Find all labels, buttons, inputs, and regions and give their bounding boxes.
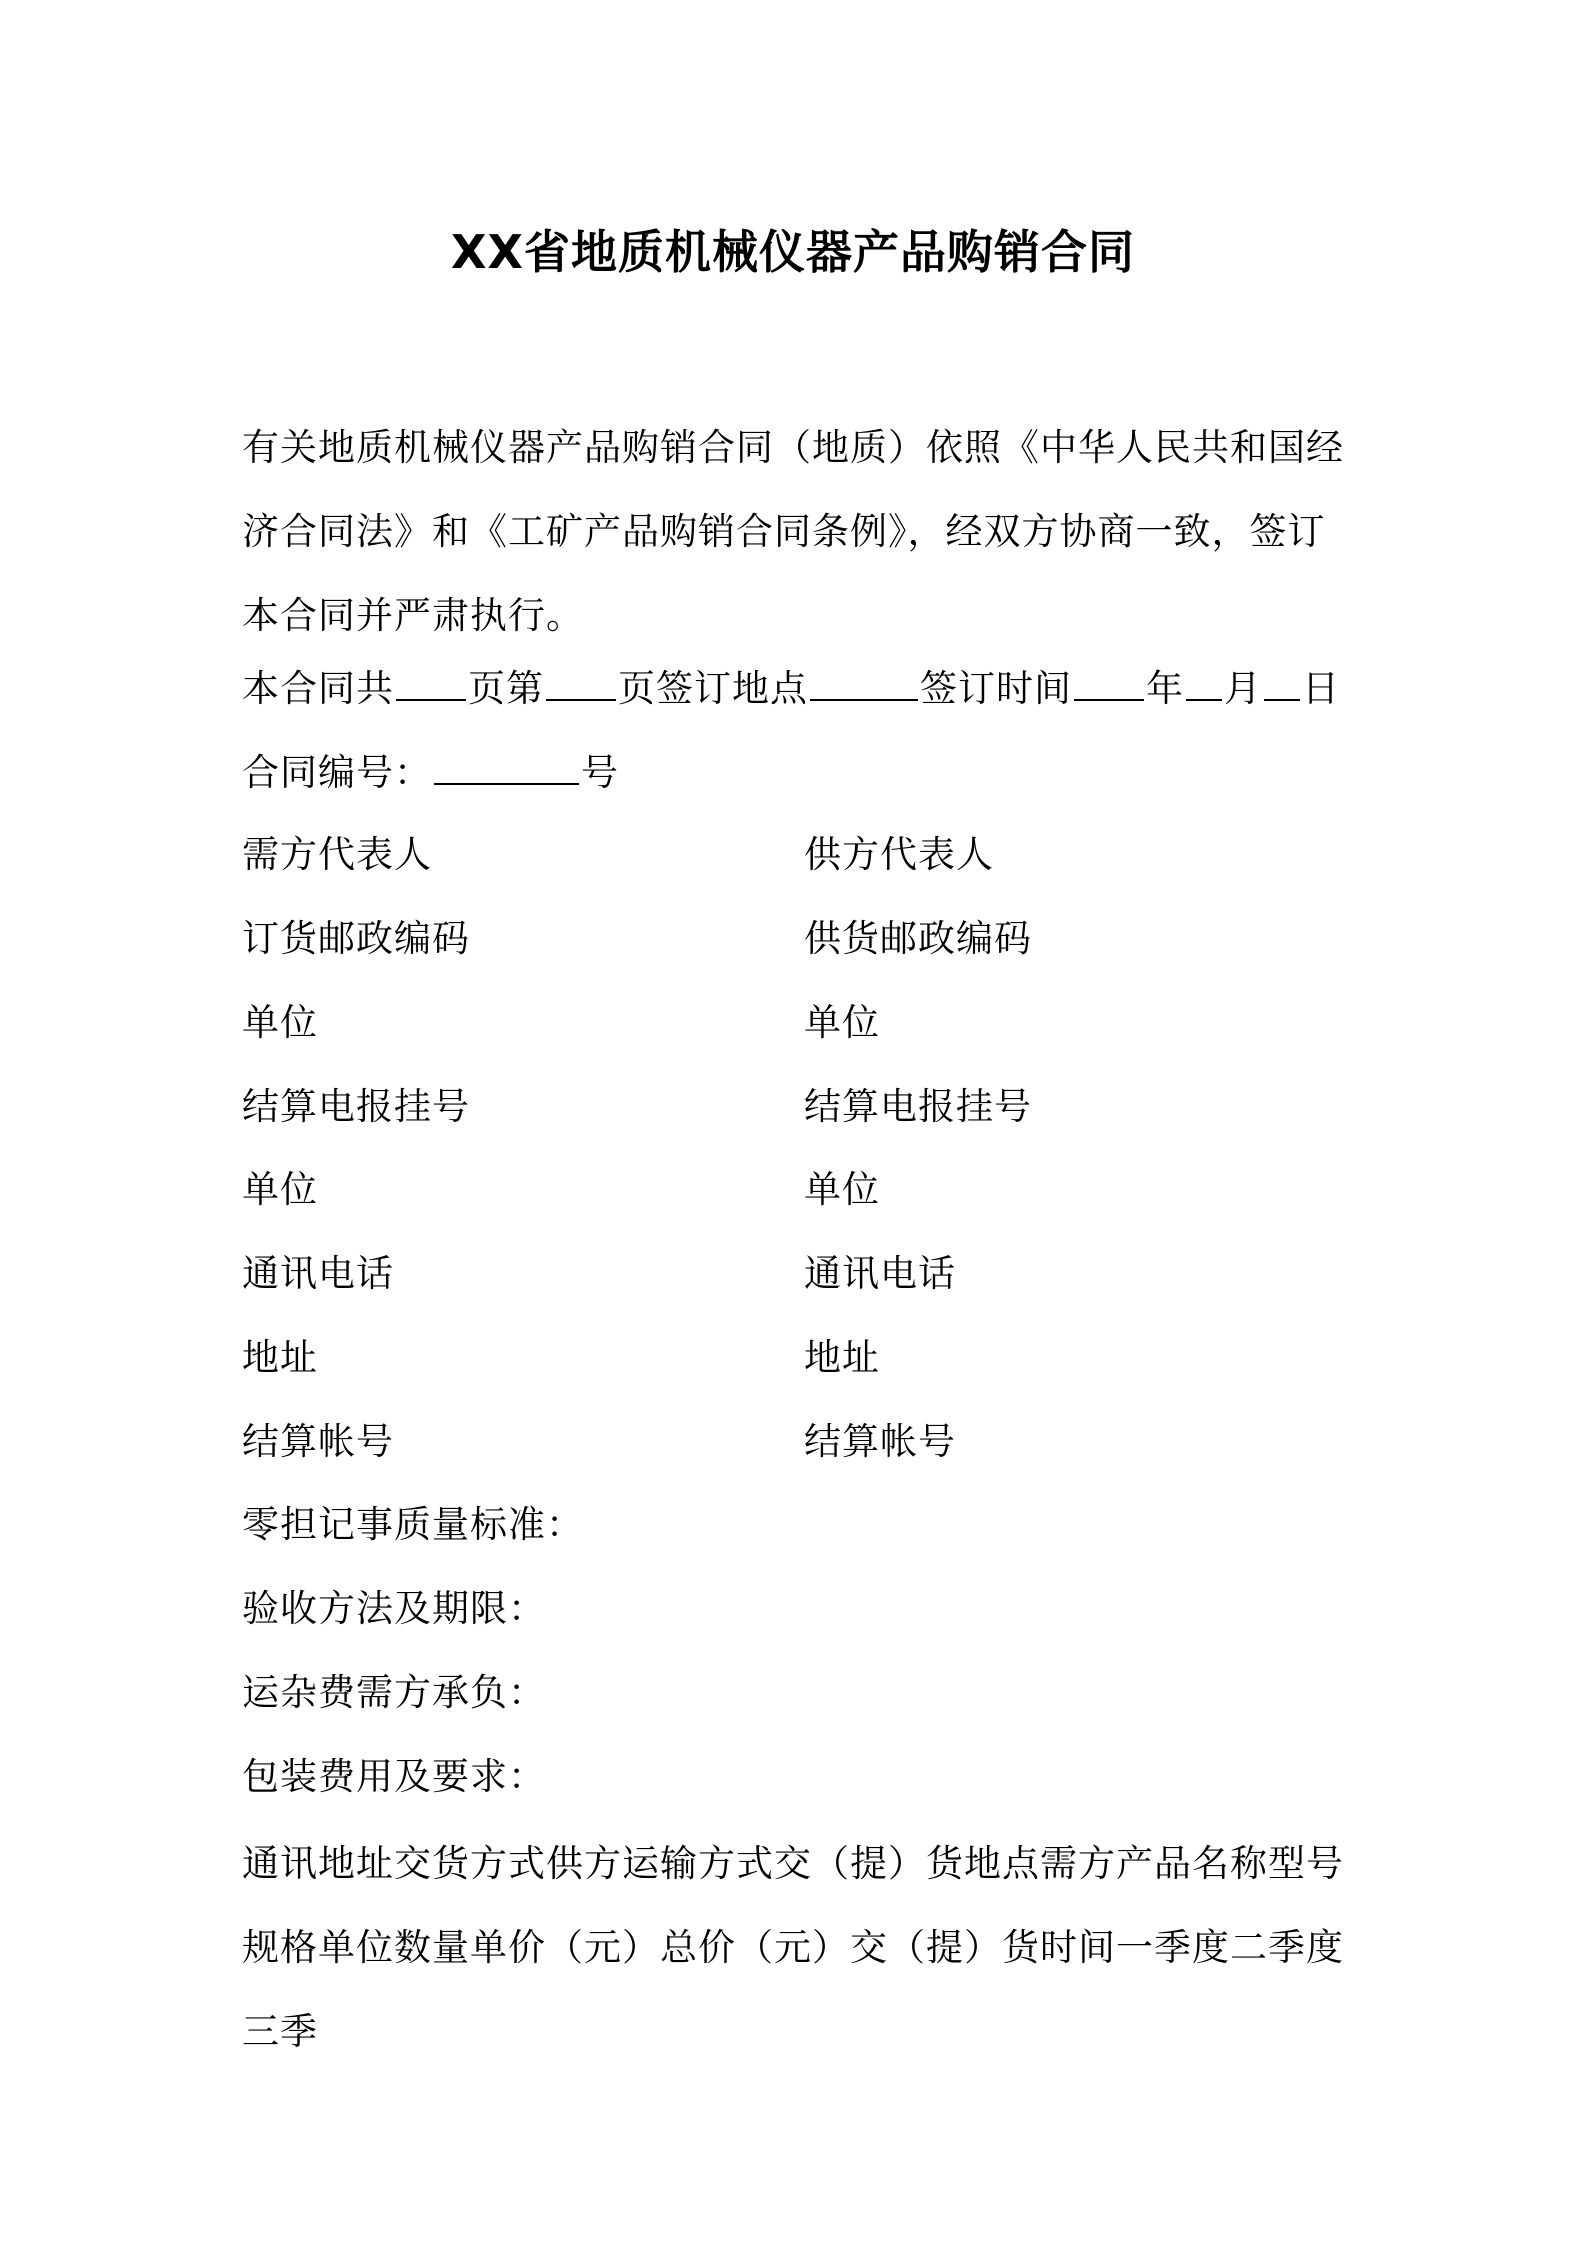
meta-day-label: 日 <box>1302 667 1340 710</box>
party-row <box>242 1165 1362 1215</box>
document-title: XX省地质机械仪器产品购销合同 <box>451 225 1135 279</box>
month-blank <box>1186 663 1222 701</box>
meta-page-number-label: 页第 <box>468 667 544 710</box>
contract-meta-line <box>242 663 1340 714</box>
party-row <box>242 1333 1362 1383</box>
buyer-field-label: 结算帐号 <box>242 1420 394 1463</box>
supplier-field-label: 供货邮政编码 <box>804 917 1032 960</box>
closing-paragraph: 通讯地址交货方式供方运输方式交（提）货地点需方产品名称型号规格单位数量单价（元）总价（元）交（提）货时间一季度二季度三季 <box>242 1842 1344 2053</box>
buyer-field-label: 单位 <box>242 1001 318 1044</box>
term-line: 零担记事质量标准： <box>242 1503 584 1546</box>
page-number-blank <box>546 663 616 701</box>
supplier-field-label: 单位 <box>804 1168 880 1211</box>
year-blank <box>1074 663 1144 701</box>
party-row <box>242 1417 1362 1467</box>
meta-sign-place-label: 页签订地点 <box>618 667 808 710</box>
buyer-field-label: 地址 <box>242 1336 318 1379</box>
contract-number-blank <box>434 747 579 785</box>
contract-number-suffix: 号 <box>581 751 619 794</box>
party-row <box>242 914 1362 964</box>
supplier-field-label: 结算电报挂号 <box>804 1085 1032 1128</box>
sign-place-blank <box>810 663 918 701</box>
contract-number-label: 合同编号： <box>242 751 432 794</box>
supplier-field-label: 通讯电话 <box>804 1252 956 1295</box>
supplier-field-label: 供方代表人 <box>804 833 994 876</box>
buyer-field-label: 订货邮政编码 <box>242 917 470 960</box>
term-line: 包装费用及要求： <box>242 1755 546 1798</box>
buyer-field-label: 结算电报挂号 <box>242 1085 470 1128</box>
supplier-field-label: 单位 <box>804 1001 880 1044</box>
buyer-field-label: 单位 <box>242 1168 318 1211</box>
day-blank <box>1264 663 1300 701</box>
supplier-field-label: 地址 <box>804 1336 880 1379</box>
buyer-field-label: 需方代表人 <box>242 833 432 876</box>
meta-sign-time-label: 签订时间 <box>920 667 1072 710</box>
party-row <box>242 830 1362 880</box>
term-line: 运杂费需方承负： <box>242 1671 546 1714</box>
meta-month-label: 月 <box>1224 667 1262 710</box>
party-row <box>242 998 1362 1048</box>
contract-number-line <box>242 747 619 798</box>
term-line: 验收方法及期限： <box>242 1587 546 1630</box>
meta-year-label: 年 <box>1146 667 1184 710</box>
supplier-field-label: 结算帐号 <box>804 1420 956 1463</box>
buyer-field-label: 通讯电话 <box>242 1252 394 1295</box>
intro-paragraph: 有关地质机械仪器产品购销合同（地质）依照《中华人民共和国经济合同法》和《工矿产品购销合同条例》，经双方协商一致，签订本合同并严肃执行。 <box>242 426 1344 637</box>
pages-total-blank <box>396 663 466 701</box>
party-row <box>242 1249 1362 1299</box>
meta-pages-total-label: 本合同共 <box>242 667 394 710</box>
party-row <box>242 1082 1362 1132</box>
